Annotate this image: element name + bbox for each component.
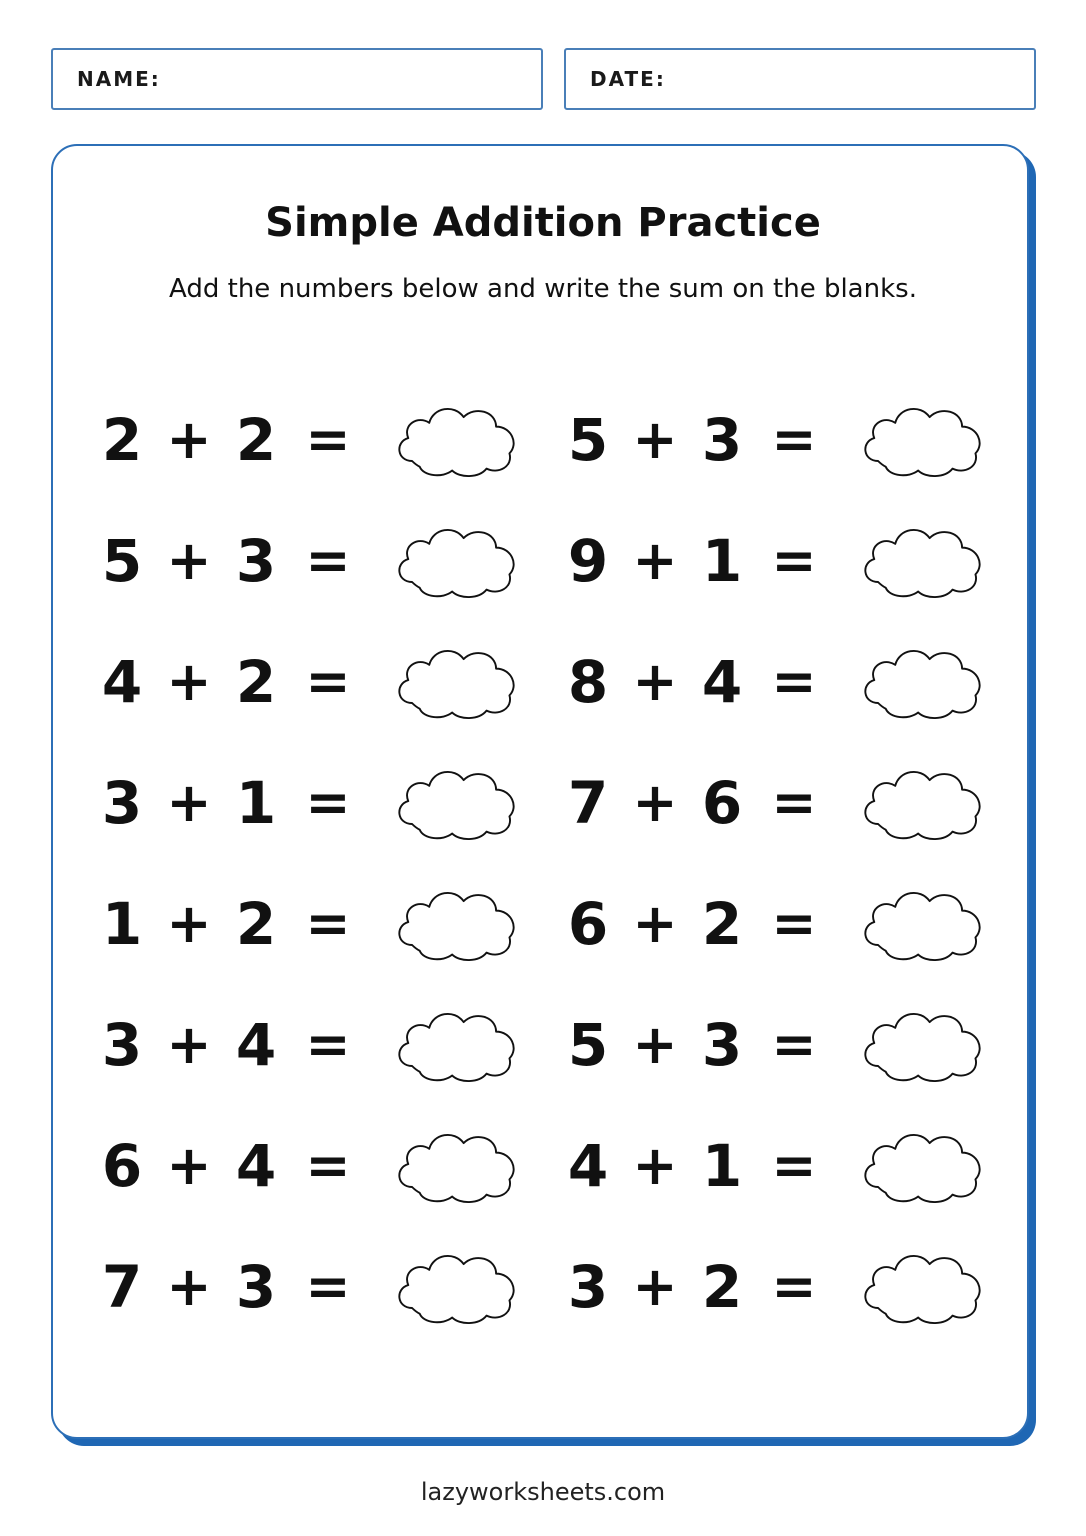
addend-1: 3 (567, 1253, 609, 1321)
equals-sign: = (305, 650, 351, 713)
cloud-icon[interactable] (852, 1245, 992, 1329)
plus-sign: + (166, 408, 212, 471)
plus-sign: + (632, 892, 678, 955)
cloud-icon[interactable] (852, 519, 992, 603)
plus-sign: + (166, 892, 212, 955)
addend-2: 2 (235, 890, 277, 958)
addend-2: 3 (235, 1253, 277, 1321)
problem-row (566, 1242, 992, 1332)
addend-2: 2 (701, 890, 743, 958)
name-label: NAME: (77, 67, 161, 91)
equals-sign: = (771, 771, 817, 834)
equals-sign: = (305, 1255, 351, 1318)
plus-sign: + (166, 1013, 212, 1076)
equals-sign: = (305, 892, 351, 955)
problem-row (566, 758, 992, 848)
cloud-icon[interactable] (386, 640, 526, 724)
footer-site: lazyworksheets.com (420, 1478, 666, 1506)
addend-2: 1 (701, 527, 743, 595)
addend-1: 6 (567, 890, 609, 958)
addend-2: 4 (701, 648, 743, 716)
problem-row (100, 1242, 526, 1332)
plus-sign: + (632, 771, 678, 834)
cloud-icon[interactable] (852, 761, 992, 845)
cloud-icon[interactable] (386, 1003, 526, 1087)
worksheet-title: Simple Addition Practice (265, 200, 821, 246)
addend-1: 5 (567, 406, 609, 474)
cloud-icon[interactable] (852, 398, 992, 482)
equals-sign: = (771, 529, 817, 592)
addend-1: 5 (567, 1011, 609, 1079)
addend-2: 1 (235, 769, 277, 837)
plus-sign: + (632, 1134, 678, 1197)
problem-row (100, 395, 526, 485)
problem-row (566, 516, 992, 606)
addend-1: 3 (101, 1011, 143, 1079)
addend-1: 3 (101, 769, 143, 837)
problem-row (100, 1121, 526, 1211)
name-field[interactable] (51, 48, 543, 110)
cloud-icon[interactable] (852, 882, 992, 966)
addend-2: 1 (701, 1132, 743, 1200)
cloud-icon[interactable] (386, 1245, 526, 1329)
addend-2: 2 (235, 406, 277, 474)
plus-sign: + (632, 1255, 678, 1318)
date-field[interactable] (564, 48, 1036, 110)
problem-row (566, 879, 992, 969)
addend-2: 3 (701, 406, 743, 474)
plus-sign: + (632, 408, 678, 471)
cloud-icon[interactable] (852, 1124, 992, 1208)
problem-row (566, 395, 992, 485)
cloud-icon[interactable] (386, 398, 526, 482)
addend-2: 6 (701, 769, 743, 837)
plus-sign: + (632, 1013, 678, 1076)
date-label: DATE: (590, 67, 666, 91)
problem-row (100, 637, 526, 727)
worksheet-instructions: Add the numbers below and write the sum on the blanks. (169, 274, 917, 304)
plus-sign: + (166, 529, 212, 592)
addend-2: 3 (235, 527, 277, 595)
plus-sign: + (632, 650, 678, 713)
plus-sign: + (166, 1255, 212, 1318)
addend-1: 4 (101, 648, 143, 716)
equals-sign: = (305, 1013, 351, 1076)
addend-2: 4 (235, 1011, 277, 1079)
problem-row (100, 1000, 526, 1090)
cloud-icon[interactable] (386, 761, 526, 845)
cloud-icon[interactable] (386, 519, 526, 603)
addend-1: 7 (101, 1253, 143, 1321)
addend-1: 5 (101, 527, 143, 595)
addend-2: 4 (235, 1132, 277, 1200)
addend-1: 2 (101, 406, 143, 474)
equals-sign: = (305, 1134, 351, 1197)
problem-row (100, 516, 526, 606)
addend-1: 4 (567, 1132, 609, 1200)
problem-row (566, 637, 992, 727)
addend-1: 8 (567, 648, 609, 716)
equals-sign: = (771, 1255, 817, 1318)
addend-2: 3 (701, 1011, 743, 1079)
cloud-icon[interactable] (386, 882, 526, 966)
addend-1: 6 (101, 1132, 143, 1200)
problem-row (100, 758, 526, 848)
problem-row (566, 1121, 992, 1211)
plus-sign: + (166, 1134, 212, 1197)
addend-2: 2 (701, 1253, 743, 1321)
problem-row (100, 879, 526, 969)
cloud-icon[interactable] (852, 640, 992, 724)
addend-1: 1 (101, 890, 143, 958)
equals-sign: = (771, 650, 817, 713)
equals-sign: = (305, 771, 351, 834)
plus-sign: + (166, 771, 212, 834)
equals-sign: = (771, 408, 817, 471)
problem-row (566, 1000, 992, 1090)
equals-sign: = (771, 892, 817, 955)
plus-sign: + (632, 529, 678, 592)
equals-sign: = (771, 1134, 817, 1197)
equals-sign: = (305, 529, 351, 592)
cloud-icon[interactable] (852, 1003, 992, 1087)
addend-2: 2 (235, 648, 277, 716)
addend-1: 9 (567, 527, 609, 595)
equals-sign: = (305, 408, 351, 471)
addend-1: 7 (567, 769, 609, 837)
equals-sign: = (771, 1013, 817, 1076)
plus-sign: + (166, 650, 212, 713)
cloud-icon[interactable] (386, 1124, 526, 1208)
